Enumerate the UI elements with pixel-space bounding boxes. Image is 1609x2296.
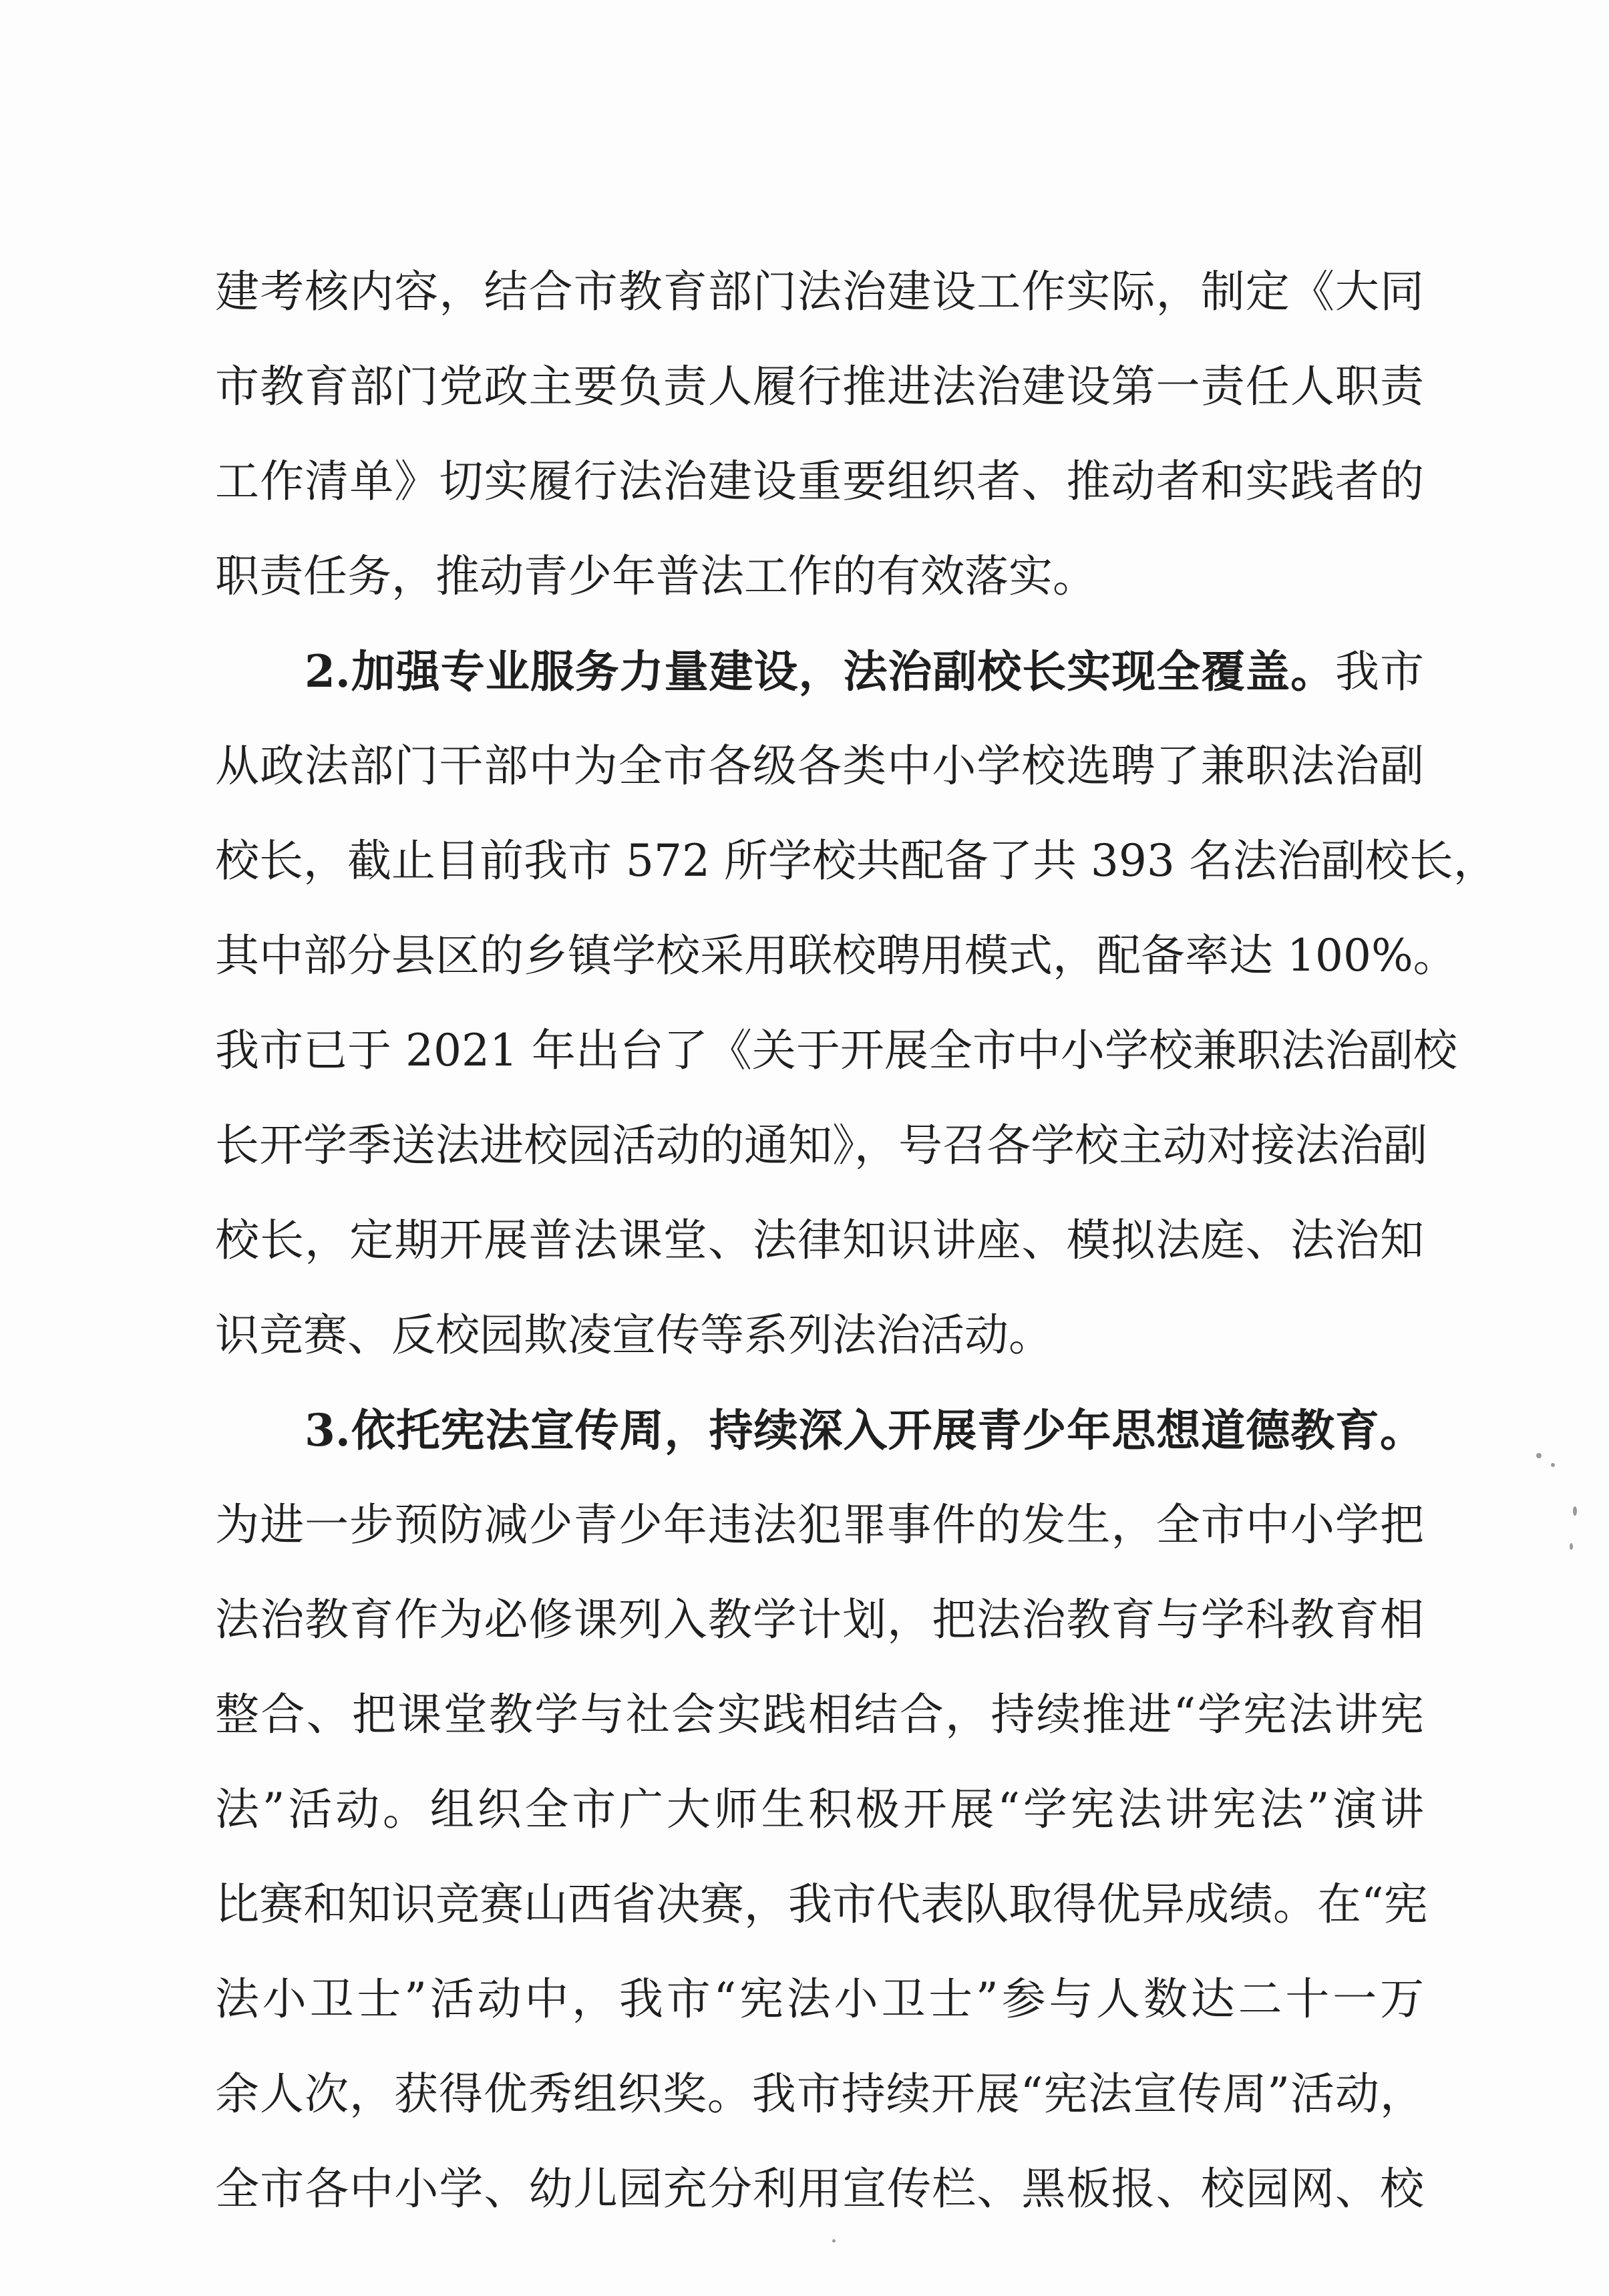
body-text: 识竞赛、反校园欺凌宣传等系列法治活动。: [215, 1309, 1053, 1361]
body-text: 余人次，获得优秀组织奖。我市持续开展“宪法宣传周”活动，: [215, 2068, 1424, 2120]
text-line: [215, 1305, 1424, 1400]
text-line: [215, 1969, 1424, 2064]
text-line: [215, 452, 1424, 546]
body-text: 我市已于 2021 年出台了《关于开展全市中小学校兼职法治副校: [215, 1025, 1457, 1076]
text-line: [215, 641, 1424, 736]
text-line: [215, 546, 1424, 641]
body-text: 法小卫士”活动中，我市“宪法小卫士”参与人数达二十一万: [215, 1973, 1424, 2025]
body-text: 整合、把课堂教学与社会实践相结合，持续推进“学宪法讲宪: [215, 1689, 1424, 1740]
body-text: 从政法部门干部中为全市各级各类中小学校选聘了兼职法治副: [215, 740, 1424, 792]
text-line: [215, 1210, 1424, 1305]
body-text: 为进一步预防减少青少年违法犯罪事件的发生，全市中小学把: [215, 1499, 1424, 1550]
body-text: 职责任务，推动青少年普法工作的有效落实。: [215, 550, 1097, 602]
body-text: 比赛和知识竞赛山西省决赛，我市代表队取得优异成绩。在“宪: [215, 1878, 1428, 1930]
text-line: [215, 262, 1424, 357]
document-body: [215, 262, 1497, 2254]
text-line: [215, 1400, 1424, 1495]
text-line: [215, 2159, 1424, 2254]
text-line: [215, 1874, 1428, 1969]
body-text: 法”活动。组织全市广大师生积极开展“学宪法讲宪法”演讲: [215, 1784, 1424, 1835]
body-text: 建考核内容，结合市教育部门法治建设工作实际，制定《大同: [215, 266, 1424, 317]
text-line: [215, 1780, 1424, 1874]
text-line: [215, 1685, 1424, 1780]
text-line: [215, 2064, 1424, 2159]
body-text: 长开学季送法进校园活动的通知》，号召各学校主动对接法治副: [215, 1120, 1427, 1171]
text-line: [215, 926, 1457, 1021]
heading-text: 2.加强专业服务力量建设，法治副校长实现全覆盖。: [305, 645, 1336, 697]
scan-speck: [1570, 1543, 1573, 1550]
text-line: [215, 736, 1424, 831]
scan-speck: [1573, 1506, 1577, 1516]
body-text: 全市各中小学、幼儿园充分利用宣传栏、黑板报、校园网、校: [215, 2163, 1424, 2215]
body-text: 工作清单》切实履行法治建设重要组织者、推动者和实践者的: [215, 456, 1424, 507]
text-line: [215, 1590, 1424, 1685]
body-text: 法治教育作为必修课列入教学计划，把法治教育与学科教育相: [215, 1594, 1424, 1645]
scan-speck: [1536, 1453, 1542, 1458]
body-text: 我市: [1335, 646, 1425, 697]
scan-speck: [1551, 1463, 1555, 1467]
text-line: [215, 831, 1497, 926]
body-text: 校长，定期开展普法课堂、法律知识讲座、模拟法庭、法治知: [215, 1214, 1424, 1266]
body-text: 其中部分县区的乡镇学校采用联校聘用模式，配备率达 100%。: [215, 930, 1457, 981]
text-line: [215, 1116, 1427, 1210]
text-line: [215, 357, 1424, 452]
body-text: 市教育部门党政主要负责人履行推进法治建设第一责任人职责: [215, 361, 1424, 412]
text-line: [215, 1021, 1457, 1116]
text-line: [215, 1495, 1424, 1590]
body-text: 校长，截止目前我市 572 所学校共配备了共 393 名法治副校长，: [215, 835, 1497, 886]
heading-text: 3.依托宪法宣传周，持续深入开展青少年思想道德教育。: [305, 1404, 1424, 1456]
scan-speck: [832, 2239, 836, 2243]
